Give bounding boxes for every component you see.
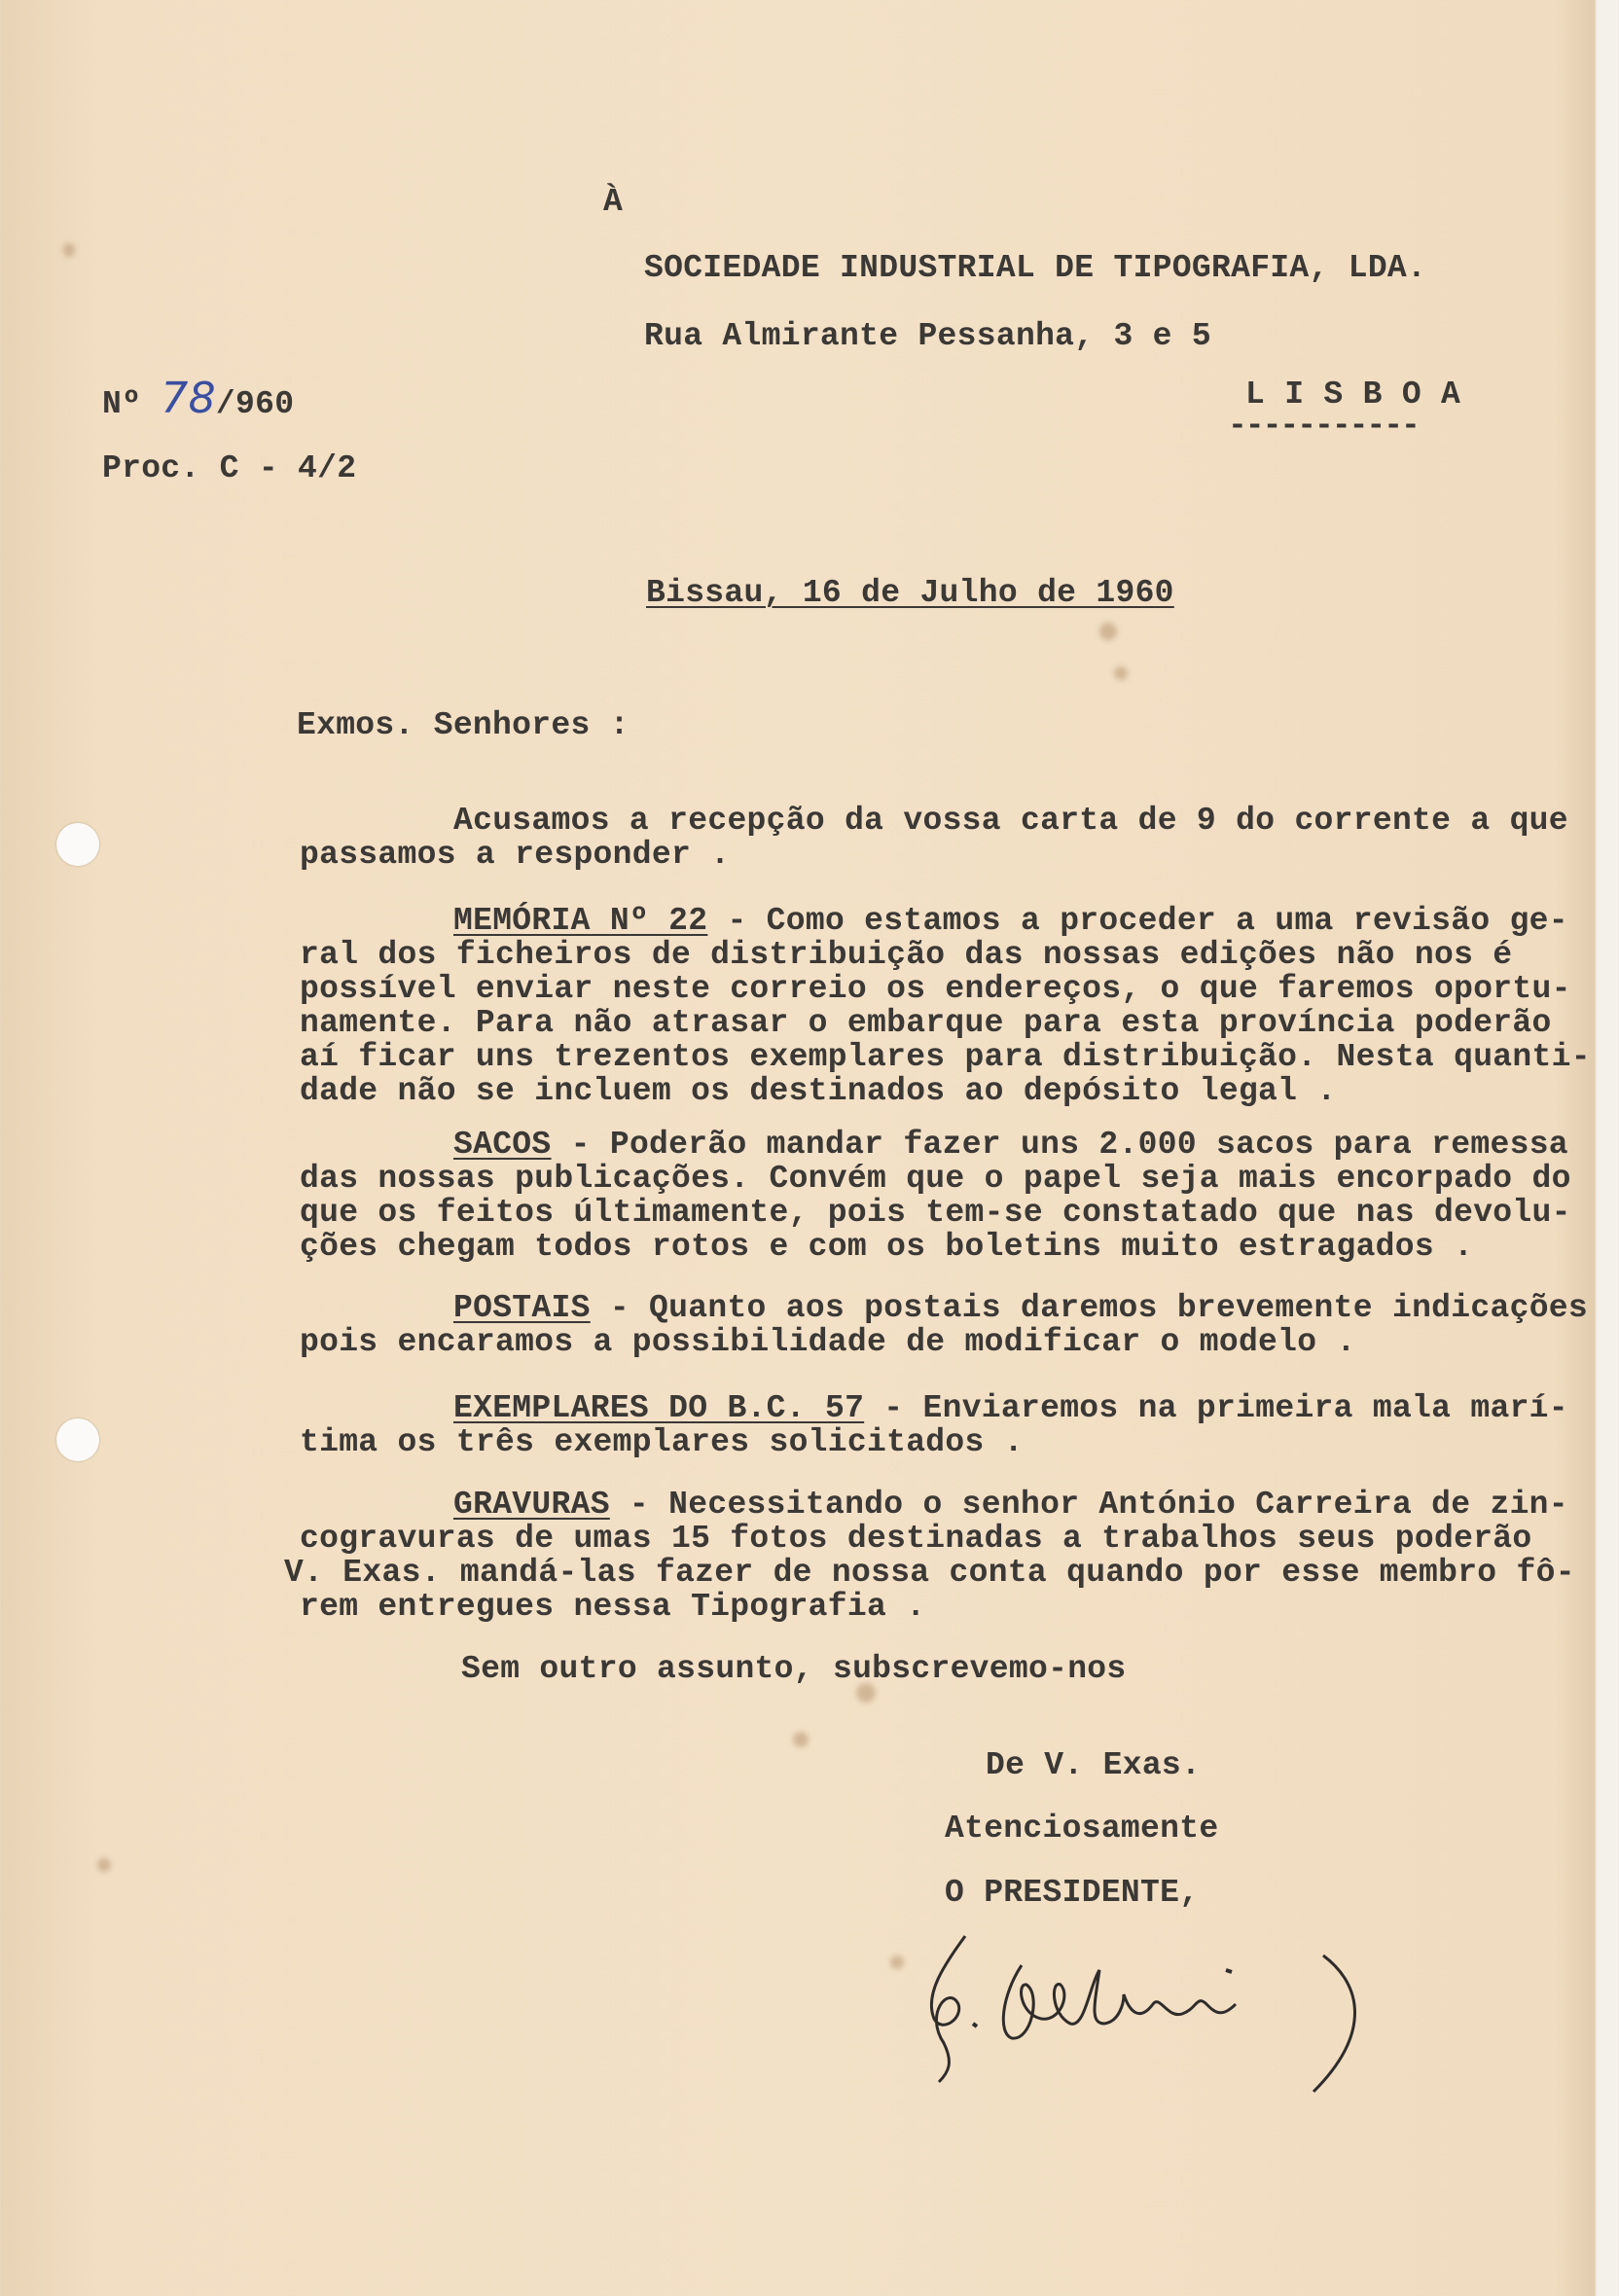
text-line: - Como estamos a proceder a uma revisão ge- (707, 903, 1568, 939)
text-line: - Necessitando o senhor António Carreira de zin- (609, 1487, 1568, 1523)
exemplares-paragraph (300, 1390, 1568, 1460)
recipient-company: SOCIEDADE INDUSTRIAL DE TIPOGRAFIA, LDA. (644, 250, 1427, 286)
text-line: V. Exas. mandá-las fazer de nossa conta quando por esse membro fô- (284, 1555, 1575, 1591)
signer-title: O PRESIDENTE, (945, 1875, 1200, 1911)
punch-hole (56, 823, 99, 866)
handwritten-signature (905, 1926, 1391, 2101)
salutation: Exmos. Senhores : (297, 707, 630, 743)
closing-line: Sem outro assunto, subscrevemo-nos (461, 1651, 1127, 1687)
stain (97, 1858, 111, 1872)
text-line: pois encaramos a possibilidade de modificar o modelo . (300, 1324, 1356, 1360)
text-line: - Poderão mandar fazer uns 2.000 sacos para remessa (551, 1127, 1568, 1163)
recipient-city: L I S B O A (1245, 377, 1461, 413)
text-line: tima os três exemplares solicitados . (300, 1424, 1024, 1460)
section-heading: GRAVURAS (453, 1487, 610, 1523)
city-underline: ----------- (1228, 408, 1419, 444)
recipient-address: Rua Almirante Pessanha, 3 e 5 (644, 318, 1211, 354)
text-line: namente. Para não atrasar o embarque para esta província poderão (300, 1005, 1552, 1041)
section-heading: MEMÓRIA Nº 22 (453, 903, 708, 939)
text-line: dade não se incluem os destinados ao depósito legal . (300, 1073, 1337, 1109)
sacos-paragraph (300, 1128, 1571, 1264)
reference-number (102, 374, 295, 423)
stain (1114, 666, 1128, 680)
text-line: possível enviar neste correio os endereços, o que faremos oportu- (300, 971, 1571, 1007)
text-line: aí ficar uns trezentos exemplares para distribuição. Nesta quanti- (300, 1039, 1591, 1075)
to-marker: À (603, 184, 624, 220)
stain (793, 1732, 809, 1747)
text-line: ções chegam todos rotos e com os boletins muito estragados . (300, 1229, 1474, 1265)
text-line: ral dos ficheiros de distribuição das nossas edições não nos é (300, 937, 1513, 973)
ref-prefix: Nº (102, 386, 142, 422)
ref-suffix: /960 (215, 386, 295, 422)
text-line: - Enviaremos na primeira mala marí- (864, 1390, 1568, 1426)
section-heading: EXEMPLARES DO B.C. 57 (453, 1390, 865, 1426)
section-heading: SACOS (453, 1127, 552, 1163)
text-line: que os feitos últimamente, pois tem-se constatado que nas devolu- (300, 1195, 1571, 1231)
gravuras-paragraph (284, 1487, 1591, 1625)
text-line: das nossas publicações. Convém que o papel seja mais encorpado do (300, 1161, 1571, 1197)
ref-number-handwritten: 78 (161, 374, 216, 423)
text-line: passamos a responder . (300, 837, 731, 873)
punch-hole (56, 1418, 99, 1461)
section-heading: POSTAIS (453, 1290, 591, 1326)
postais-paragraph (300, 1290, 1588, 1360)
stain (890, 1955, 904, 1969)
process-reference: Proc. C - 4/2 (102, 450, 357, 486)
text-line: Acusamos a recepção da vossa carta de 9 do corrente a que (453, 803, 1568, 839)
text-line: rem entregues nessa Tipografia . (300, 1589, 926, 1625)
stain (1099, 623, 1117, 640)
signoff-line: Atenciosamente (945, 1811, 1219, 1847)
intro-paragraph (300, 803, 1568, 873)
letter-date: Bissau, 16 de Julho de 1960 (646, 575, 1174, 611)
signoff-line: De V. Exas. (986, 1747, 1202, 1783)
stain (63, 243, 75, 257)
text-line: - Quanto aos postais daremos brevemente indicações (590, 1290, 1588, 1326)
memoria-paragraph (300, 904, 1591, 1108)
text-line: cogravuras de umas 15 fotos destinadas a trabalhos seus poderão (300, 1521, 1532, 1557)
